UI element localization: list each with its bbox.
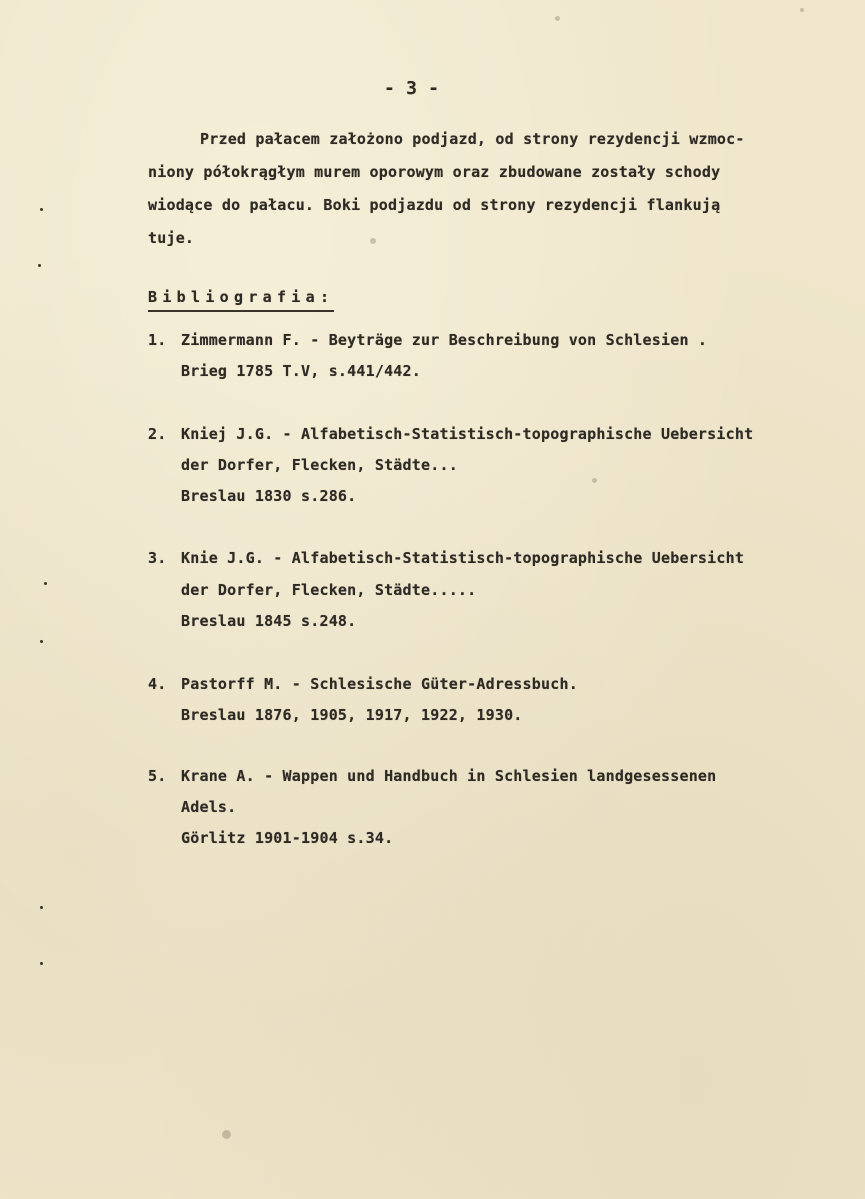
bibliography-heading: Bibliografia: xyxy=(148,288,334,312)
bibliography-entry-number: 4. xyxy=(148,675,167,693)
bibliography-entry-line: der Dorfer, Flecken, Städte..... xyxy=(181,581,477,599)
bibliography-entry-line: der Dorfer, Flecken, Städte... xyxy=(181,456,458,474)
bibliography-entry-line: Breslau 1876, 1905, 1917, 1922, 1930. xyxy=(181,706,523,724)
punch-mark xyxy=(40,640,43,643)
bibliography-entry-line: Breslau 1830 s.286. xyxy=(181,487,357,505)
bibliography-entry-line: Kniej J.G. - Alfabetisch-Statistisch-topographische Uebersicht xyxy=(181,425,754,443)
punch-mark xyxy=(38,264,41,267)
bibliography-entry-number: 2. xyxy=(148,425,167,443)
paper-speck xyxy=(222,1130,231,1139)
intro-paragraph-line: niony półokrągłym murem oporowym oraz zbudowane zostały schody xyxy=(148,163,721,181)
bibliography-entry-line: Zimmermann F. - Beyträge zur Beschreibung von Schlesien . xyxy=(181,331,708,349)
bibliography-entry-number: 5. xyxy=(148,767,167,785)
bibliography-entry-line: Knie J.G. - Alfabetisch-Statistisch-topographische Uebersicht xyxy=(181,549,745,567)
bibliography-entry-number: 3. xyxy=(148,549,167,567)
intro-paragraph-line: Przed pałacem założono podjazd, od strony rezydencji wzmoc- xyxy=(200,130,745,148)
punch-mark xyxy=(40,962,43,965)
paper-speck xyxy=(370,238,376,244)
punch-mark xyxy=(40,208,43,211)
bibliography-entry-line: Görlitz 1901-1904 s.34. xyxy=(181,829,394,847)
punch-mark xyxy=(40,906,43,909)
paper-speck xyxy=(592,478,597,483)
paper-speck xyxy=(555,16,560,21)
intro-paragraph-line: wiodące do pałacu. Boki podjazdu od strony rezydencji flankują xyxy=(148,196,721,214)
page-number: - 3 - xyxy=(384,78,440,99)
bibliography-entry-number: 1. xyxy=(148,331,167,349)
bibliography-entry-line: Pastorff M. - Schlesische Güter-Adressbuch. xyxy=(181,675,578,693)
intro-paragraph-line: tuje. xyxy=(148,229,195,247)
punch-mark xyxy=(44,582,47,585)
paper-speck xyxy=(800,8,804,12)
bibliography-entry-line: Brieg 1785 T.V, s.441/442. xyxy=(181,362,421,380)
bibliography-entry-line: Adels. xyxy=(181,798,237,816)
bibliography-entry-line: Krane A. - Wappen und Handbuch in Schlesien landgesessenen xyxy=(181,767,717,785)
bibliography-entry-line: Breslau 1845 s.248. xyxy=(181,612,357,630)
